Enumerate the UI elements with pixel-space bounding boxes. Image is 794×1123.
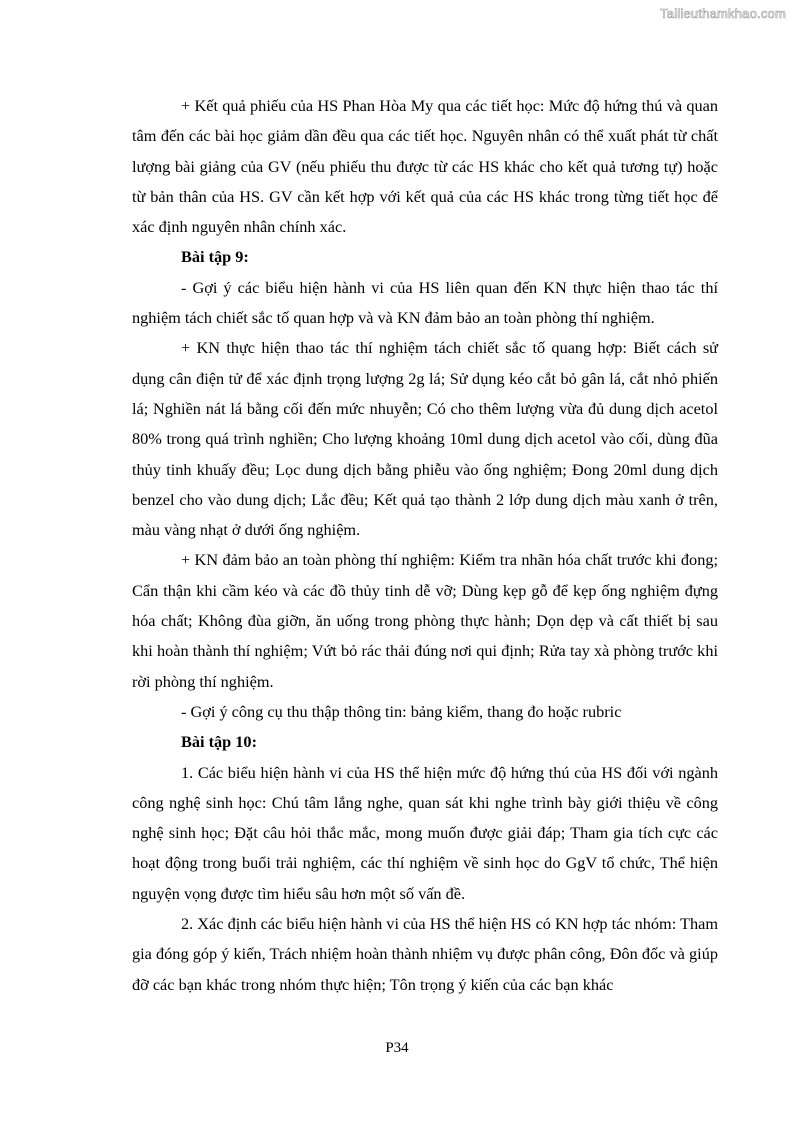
paragraph-result-summary: + Kết quả phiếu của HS Phan Hòa My qua các tiết học: Mức độ hứng thú và quan tâm đến các bài học giảm dần đều qua các tiết học. Nguyên nhân có thể xuất phát từ chất lượng bài giảng của GV (nếu phiếu thu được từ các HS khác cho kết quả tương tự) hoặc từ bản thân của HS. GV cần kết hợp với kết quả của các HS khác trong từng tiết học để xác định nguyên nhân chính xác.: [132, 96, 718, 237]
paragraph-interest-behaviors: 1. Các biểu hiện hành vi của HS thể hiện mức độ hứng thú của HS đối với ngành công nghệ sinh học: Chú tâm lắng nghe, quan sát khi nghe trình bày giới thiệu về công nghệ sinh học; Đặt câu hỏi thắc mắc, mong muốn được giải đáp; Tham gia tích cực các hoạt động trong buổi trải nghiệm, các thí nghiệm về sinh học do GgV tổ chức, Thể hiện nguyện vọng được tìm hiểu sâu hơn một số vấn đề.: [132, 762, 718, 903]
heading-exercise-10: Bài tập 10:: [181, 732, 257, 752]
watermark-text: Tailieuthamkhao.com: [660, 6, 786, 21]
heading-exercise-9: Bài tập 9:: [181, 247, 249, 267]
page-number: P34: [385, 1040, 409, 1056]
paragraph-behavior-hint: - Gợi ý các biểu hiện hành vi của HS liên quan đến KN thực hiện thao tác thí nghiệm tách chiết sắc tố quan hợp và và KN đảm bảo an toàn phòng thí nghiệm.: [132, 277, 718, 328]
document-body: [132, 91, 718, 1000]
paragraph-teamwork-behaviors: 2. Xác định các biểu hiện hành vi của HS thể hiện HS có KN hợp tác nhóm: Tham gia đóng góp ý kiến, Trách nhiệm hoàn thành nhiệm vụ được phân công, Đôn đốc và giúp đỡ các bạn khác trong nhóm thực hiện; Tôn trọng ý kiến của các bạn khác: [132, 914, 718, 994]
paragraph-lab-safety: + KN đảm bảo an toàn phòng thí nghiệm: Kiểm tra nhãn hóa chất trước khi đong; Cẩn thận khi cầm kéo và các đồ thủy tinh dễ vỡ; Dùng kẹp gỗ để kẹp ống nghiệm đựng hóa chất; Không đùa giỡn, ăn uống trong phòng thực hành; Dọn dẹp và cất thiết bị sau khi hoàn thành thí nghiệm; Vứt bỏ rác thải đúng nơi qui định; Rửa tay xà phòng trước khi rời phòng thí nghiệm.: [132, 550, 718, 691]
paragraph-experiment-skills: + KN thực hiện thao tác thí nghiệm tách chiết sắc tố quang hợp: Biết cách sử dụng cân điện tử để xác định trọng lượng 2g lá; Sử dụng kéo cắt bỏ gân lá, cắt nhỏ phiến lá; Nghiền nát lá bằng cối đến mức nhuyễn; Có cho thêm lượng vừa đủ dung dịch acetol 80% trong quá trình nghiền; Cho lượng khoảng 10ml dung dịch acetol vào cối, dùng đũa thủy tinh khuấy đều; Lọc dung dịch bằng phiễu vào ống nghiệm; Đong 20ml dung dịch benzel cho vào dung dịch; Lắc đều; Kết quả tạo thành 2 lớp dung dịch màu xanh ở trên, màu vàng nhạt ở dưới ống nghiệm.: [132, 338, 718, 540]
paragraph-tool-hint: - Gợi ý công cụ thu thập thông tin: bảng kiểm, thang đo hoặc rubric: [181, 701, 622, 721]
